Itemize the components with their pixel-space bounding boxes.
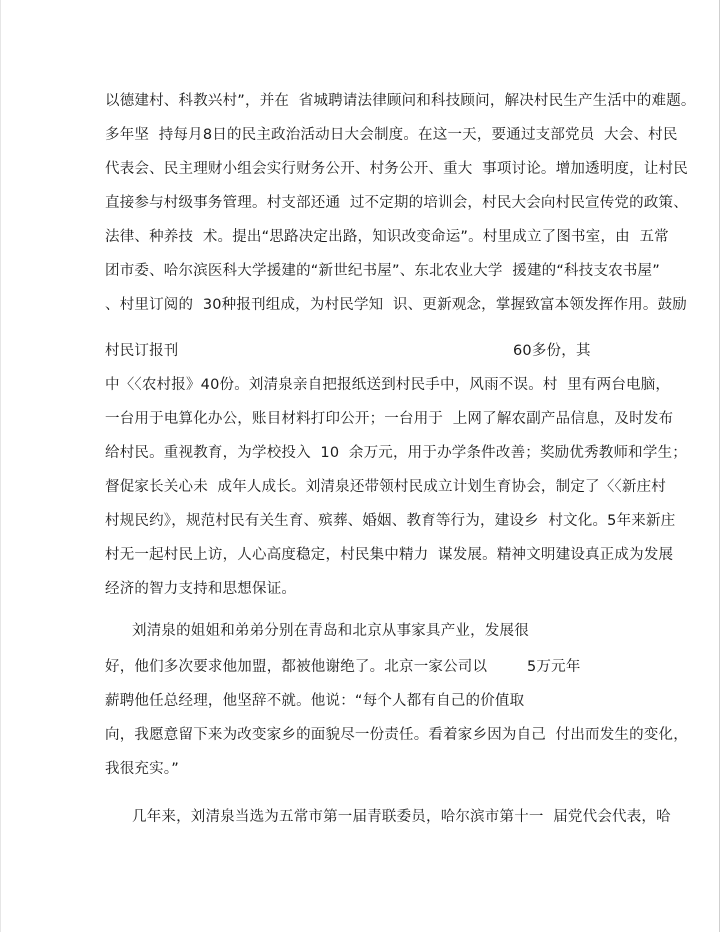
paragraph-2-line-5: 我很充实。” [105,761,179,777]
text-line-13: 村规民约》，规范村民有关生育、殡葬、婚姻、教育等行为，建设乡 村文化。5年来新庄 [105,513,676,529]
text-line-15: 经济的智力支持和思想保证。 [105,581,297,597]
text-line-10: 一台用于电算化办公，账目材料打印公开；一台用于 上网了解农副产品信息，及时发布 [105,411,674,427]
text-line-12: 督促家长关心未 成年人成长。刘清泉还带领村民成立计划生育协会，制定了〈〈新庄村 [105,479,666,495]
paragraph-2-line-2-tail: 5万元年 [527,659,581,675]
paragraph-3-line-1: 几年来，刘清泉当选为五常市第一届青联委员，哈尔滨市第十一 届党代会代表，哈 [132,809,671,825]
text-line-4: 直接参与村级事务管理。村支部还通 过不定期的培训会，村民大会向村民宣传党的政策、 [105,195,688,211]
text-line-9: 中〈〈农村报》40份。刘清泉亲自把报纸送到村民手中，风雨不误。村 里有两台电脑， [105,377,671,393]
text-line-1: 以德建村、科教兴村”，并在 省城聘请法律顾问和科技顾问，解决村民生产生活中的难题。 [105,93,696,109]
text-line-2: 多年坚 持每月8日的民主政治活动日大会制度。在这一天，要通过支部党员 大会、村民 [105,127,678,143]
page-left-border [0,0,1,932]
text-line-3: 代表会、民主理财小组会实行财务公开、村务公开、重大 事项讨论。增加透明度，让村民 [105,161,688,177]
text-line-14: 村无一起村民上访，人心高度稳定，村民集中精力 谋发展。精神文明建设真正成为发展 [105,547,674,563]
text-line-6: 团市委、哈尔滨医科大学援建的“新世纪书屋”、东北农业大学 援建的“科技支农书屋” [105,263,660,279]
paragraph-2-line-3: 薪聘他任总经理，他坚辞不就。他说：“每个人都有自己的价值取 [105,693,525,709]
text-line-11: 给村民。重视教育，为学校投入 10 余万元，用于办学条件改善；奖励优秀教师和学生； [105,445,687,461]
text-line-8-tail: 60多份，其 [513,343,591,359]
paragraph-2-line-2: 好，他们多次要求他加盟，都被他谢绝了。北京一家公司以 [105,659,488,675]
text-line-5: 法律、种养技 术。提出“思路决定出路，知识改变命运”。村里成立了图书室，由 五常 [105,229,669,245]
paragraph-2-line-1: 刘清泉的姐姐和弟弟分别在青岛和北京从事家具产业，发展很 [132,623,529,639]
paragraph-2-line-4: 向，我愿意留下来为改变家乡的面貌尽一份责任。看着家乡因为自己 付出而发生的变化， [105,727,688,743]
text-line-8: 村民订报刊 [105,343,179,359]
text-line-7: 、村里订阅的 30种报刊组成，为村民学知 识、更新观念，掌握致富本领发挥作用。鼓励 [105,297,687,313]
